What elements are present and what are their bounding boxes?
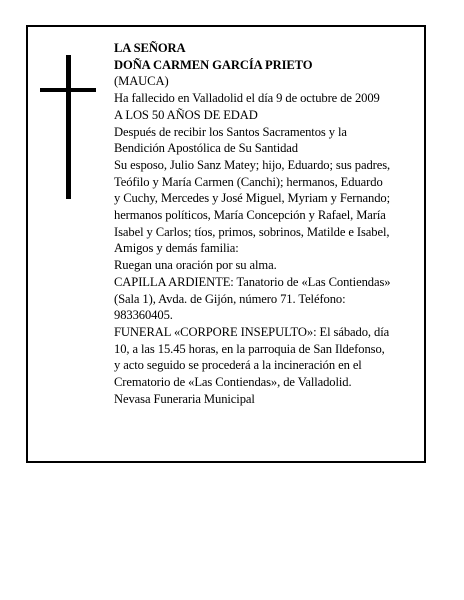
- funeral-home: Nevasa Funeraria Municipal: [114, 391, 255, 406]
- family-line: Teófilo y María Carmen (Canchi); hermanos, Eduardo: [114, 174, 383, 189]
- chapel-line: CAPILLA ARDIENTE: Tanatorio de «Las Contiendas»: [114, 274, 391, 289]
- funeral-line: Crematorio de «Las Contiendas», de Valladolid.: [114, 375, 352, 390]
- obituary-notice: [26, 25, 426, 463]
- deceased-name: DOÑA CARMEN GARCÍA PRIETO: [114, 57, 313, 72]
- chapel-line: 983360405.: [114, 308, 173, 323]
- death-statement: Ha fallecido en Valladolid el día 9 de octubre de 2009: [114, 91, 380, 106]
- family-line: Amigos y demás familia:: [114, 241, 239, 256]
- chapel-line: (Sala 1), Avda. de Gijón, número 71. Teléfono:: [114, 291, 346, 306]
- funeral-line: 10, a las 15.45 horas, en la parroquia de San Ildefonso,: [114, 341, 385, 356]
- heading-la-senora: LA SEÑORA: [114, 41, 186, 55]
- notice-text: [114, 40, 424, 407]
- funeral-line: FUNERAL «CORPORE INSEPULTO»: El sábado, día: [114, 324, 390, 339]
- cross-horizontal-bar: [40, 88, 96, 92]
- family-line: Su esposo, Julio Sanz Matey; hijo, Eduardo; sus padres,: [114, 157, 391, 172]
- sacraments-line: Después de recibir los Santos Sacramentos y la: [114, 124, 347, 139]
- sacraments-line: Bendición Apostólica de Su Santidad: [114, 141, 298, 156]
- family-line: hermanos políticos, María Concepción y Rafael, María: [114, 208, 386, 223]
- family-line: y Cuchy, Mercedes y José Miguel, Myriam y Fernando;: [114, 191, 390, 206]
- age-statement: A LOS 50 AÑOS DE EDAD: [114, 107, 258, 122]
- latin-cross-icon: [40, 55, 96, 199]
- prayer-request: Ruegan una oración por su alma.: [114, 258, 277, 273]
- funeral-line: y acto seguido se procederá a la incineración en el: [114, 358, 362, 373]
- cross-vertical-bar: [66, 55, 71, 199]
- family-line: Isabel y Carlos; tíos, primos, sobrinos, Matilde e Isabel,: [114, 224, 390, 239]
- deceased-nickname: (MAUCA): [114, 74, 169, 89]
